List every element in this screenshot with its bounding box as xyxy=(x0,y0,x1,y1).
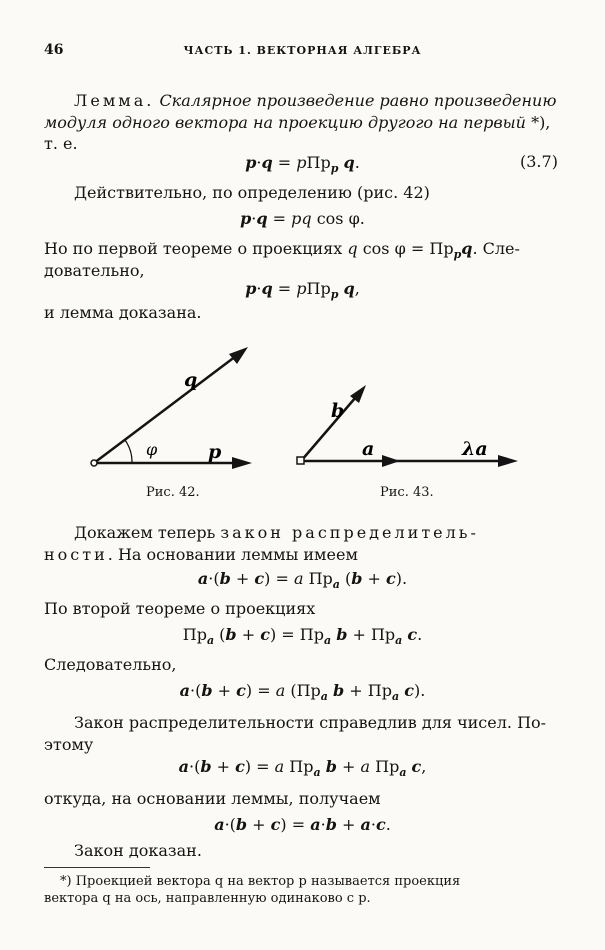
theorem-line-2: довательно, xyxy=(44,261,145,280)
distributive-intro-tail: . На основании леммы имеем xyxy=(107,545,358,564)
lemma-line-3: т. е. xyxy=(44,134,78,153)
vector-p-arrowhead xyxy=(232,457,252,469)
equation-final: a·(b + c) = a·b + a·c. xyxy=(214,815,391,834)
origin-point xyxy=(297,457,304,464)
theorem-formula: q $\cos \varphi = Пр_pq$ xyxy=(347,239,473,262)
figure-43-caption: Рис. 43. xyxy=(380,485,434,500)
vector-q-arrowhead xyxy=(229,347,248,364)
footnote-rule xyxy=(44,867,150,868)
distributive-term: закон распределитель- xyxy=(220,523,479,542)
equation-number: (3.7) xyxy=(520,152,558,171)
distributive-term-end: ности xyxy=(44,545,108,564)
lemma-footnote-mark: *), xyxy=(531,113,551,132)
consequently-text: Следовательно, xyxy=(44,655,177,674)
origin-point xyxy=(91,460,97,466)
lemma-text-2: модуля одного вектора на проекцию другого на первый xyxy=(44,113,526,132)
label-lambda-a: λa xyxy=(462,438,488,460)
distributive-intro-text: Докажем теперь xyxy=(74,523,216,542)
lemma-line-2 xyxy=(44,112,550,134)
lemma-line-1 xyxy=(74,90,556,112)
figure-43 xyxy=(290,380,530,480)
footnote-line-1: *) Проекцией вектора q на вектор p называется проекция xyxy=(60,874,461,889)
numbers-text-2: этому xyxy=(44,735,94,754)
distributive-intro xyxy=(74,522,479,544)
page-number: 46 xyxy=(44,42,64,58)
lemma-conclusion: и лемма доказана. xyxy=(44,303,202,322)
lemma-text-1: Скалярное произведение равно произведению xyxy=(159,91,557,110)
equation-lemma-applied: a·(b + c) = a $Пр_a$ (b + c). xyxy=(197,569,408,592)
proof-intro: Действительно, по определению (рис. 42) xyxy=(74,183,430,202)
figure-42-caption: Рис. 42. xyxy=(146,485,200,500)
running-title: ЧАСТЬ 1. ВЕКТОРНАЯ АЛГЕБРА xyxy=(183,44,422,57)
second-theorem-text: По второй теореме о проекциях xyxy=(44,599,316,618)
footnote-line-2: вектора q на ось, направленную одинаково с p. xyxy=(44,891,371,906)
vector-lambda-a-arrowhead xyxy=(498,455,518,467)
theorem-text: Но по первой теореме о проекциях xyxy=(44,239,343,258)
label-phi: φ xyxy=(146,440,158,459)
figure-42 xyxy=(80,340,270,480)
label-a: a xyxy=(362,438,375,460)
label-q: q xyxy=(184,369,198,391)
vector-a-arrowhead xyxy=(382,455,400,467)
equation-projection-sum: $Пр_a$ $(b + c) = Пр_a$ $b + Пр_a$ c. xyxy=(182,625,423,648)
distributive-intro-2 xyxy=(44,544,358,566)
label-b: b xyxy=(331,400,345,422)
lemma-label: Лемма. xyxy=(74,91,155,110)
proved-text: Закон доказан. xyxy=(74,841,202,860)
equation-lemma-result: p·q = pПр$_p$ q, xyxy=(245,279,360,302)
label-p: p xyxy=(208,441,222,463)
vector-q xyxy=(94,350,244,463)
equation-expanded: a·(b + c) = a $Пр_a$ b + a $Пр_a$ c, xyxy=(178,757,427,780)
from-lemma-text: откуда, на основании леммы, получаем xyxy=(44,789,381,808)
equation-substituted: a·(b + c) = a ($Пр_a$ $b + Пр_a$ c). xyxy=(179,681,426,704)
equation-dot-definition: p·q = pq cos φ. xyxy=(240,209,365,228)
theorem-text-tail: . Сле- xyxy=(472,239,520,258)
numbers-text-1: Закон распределительности справедлив для чисел. По- xyxy=(74,713,547,732)
equation-3-7: p·q = pПр$_p$ q. xyxy=(245,153,360,176)
angle-arc xyxy=(125,440,132,463)
